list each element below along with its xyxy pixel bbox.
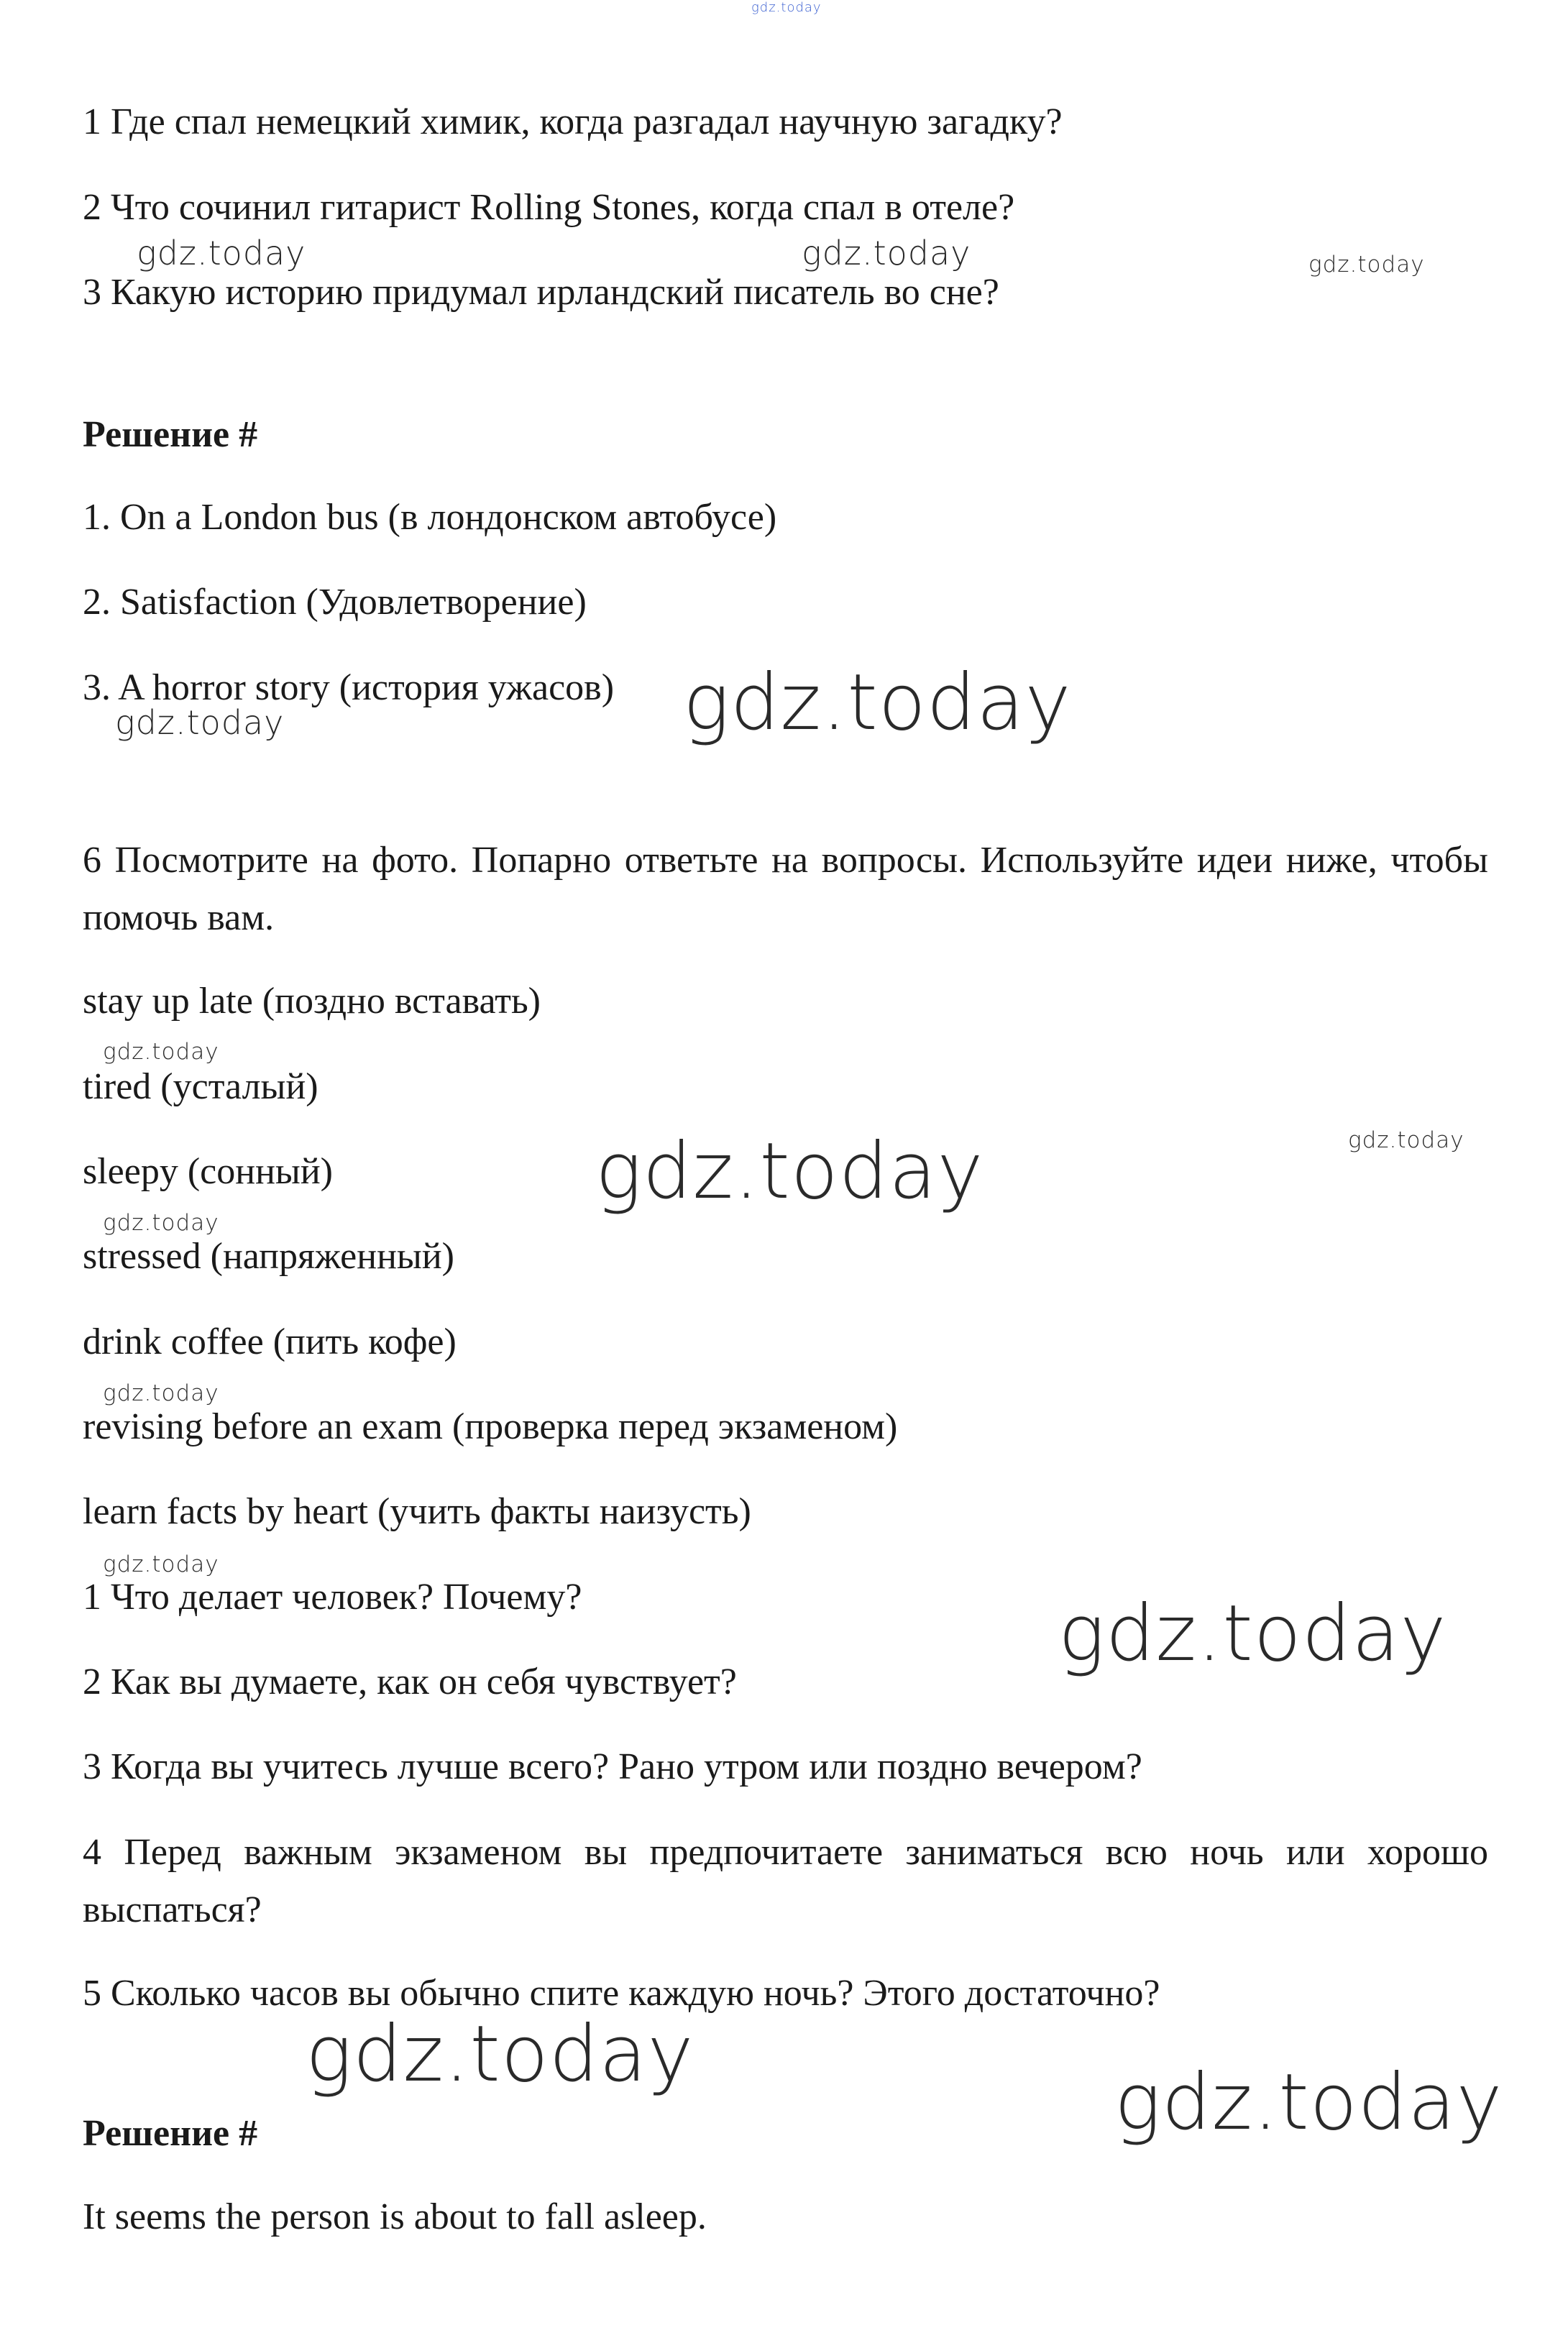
question-line: 1 Что делает человек? Почему? [83, 1577, 582, 1618]
idea-item: drink coffee (пить кофе) [83, 1321, 457, 1362]
idea-item: stressed (напряженный) [83, 1236, 454, 1277]
watermark: gdz.today [1058, 1589, 1447, 1679]
question-line: 3 Когда вы учитесь лучше всего? Рано утром или поздно вечером? [83, 1746, 1142, 1787]
solution-heading: Решение # [83, 2113, 258, 2154]
watermark: gdz.today [115, 703, 285, 742]
watermark: gdz.today [1114, 2058, 1503, 2147]
answer-line: It seems the person is about to fall asleep. [83, 2196, 707, 2237]
watermark: gdz.today [103, 1210, 219, 1236]
idea-item: learn facts by heart (учить факты наизусть) [83, 1491, 751, 1532]
task-paragraph: 6 Посмотрите на фото. Попарно ответьте на вопросы. Используйте идеи ниже, чтобы помочь вам. [83, 840, 1488, 938]
question-line: 4 Перед важным экзаменом вы предпочитаете заниматься всю ночь или хорошо выспаться? [83, 1832, 1488, 1930]
answer-line: 1. On a London bus (в лондонском автобусе) [83, 497, 777, 538]
question-line: 3 Какую историю придумал ирландский писатель во сне? [83, 272, 999, 313]
question-line: 5 Сколько часов вы обычно спите каждую ночь? Этого достаточно? [83, 1973, 1160, 2014]
question-line: 1 Где спал немецкий химик, когда разгадал научную загадку? [83, 101, 1063, 142]
watermark: gdz.today [103, 1551, 219, 1577]
watermark: gdz.today [683, 658, 1072, 748]
question-line: 2 Что сочинил гитарист Rolling Stones, когда спал в отеле? [83, 187, 1015, 228]
question-line: 2 Как вы думаете, как он себя чувствует? [83, 1661, 737, 1702]
watermark: gdz.today [103, 1039, 219, 1065]
answer-line: 3. A horror story (история ужасов) [83, 667, 615, 708]
idea-item: sleepy (сонный) [83, 1151, 333, 1192]
watermark: gdz.today [103, 1380, 219, 1406]
solution-heading: Решение # [83, 414, 258, 455]
idea-item: stay up late (поздно вставать) [83, 981, 541, 1022]
watermark: gdz.today [802, 234, 971, 272]
idea-item: revising before an exam (проверка перед экзаменом) [83, 1406, 898, 1447]
watermark: gdz.today [306, 2009, 694, 2099]
watermark: gdz.today [137, 234, 306, 272]
idea-item: tired (усталый) [83, 1066, 318, 1107]
watermark: gdz.today [1348, 1127, 1464, 1153]
watermark: gdz.today [595, 1127, 984, 1216]
watermark: gdz.today [751, 0, 822, 15]
answer-line: 2. Satisfaction (Удовлетворение) [83, 582, 587, 623]
watermark: gdz.today [1308, 252, 1425, 278]
